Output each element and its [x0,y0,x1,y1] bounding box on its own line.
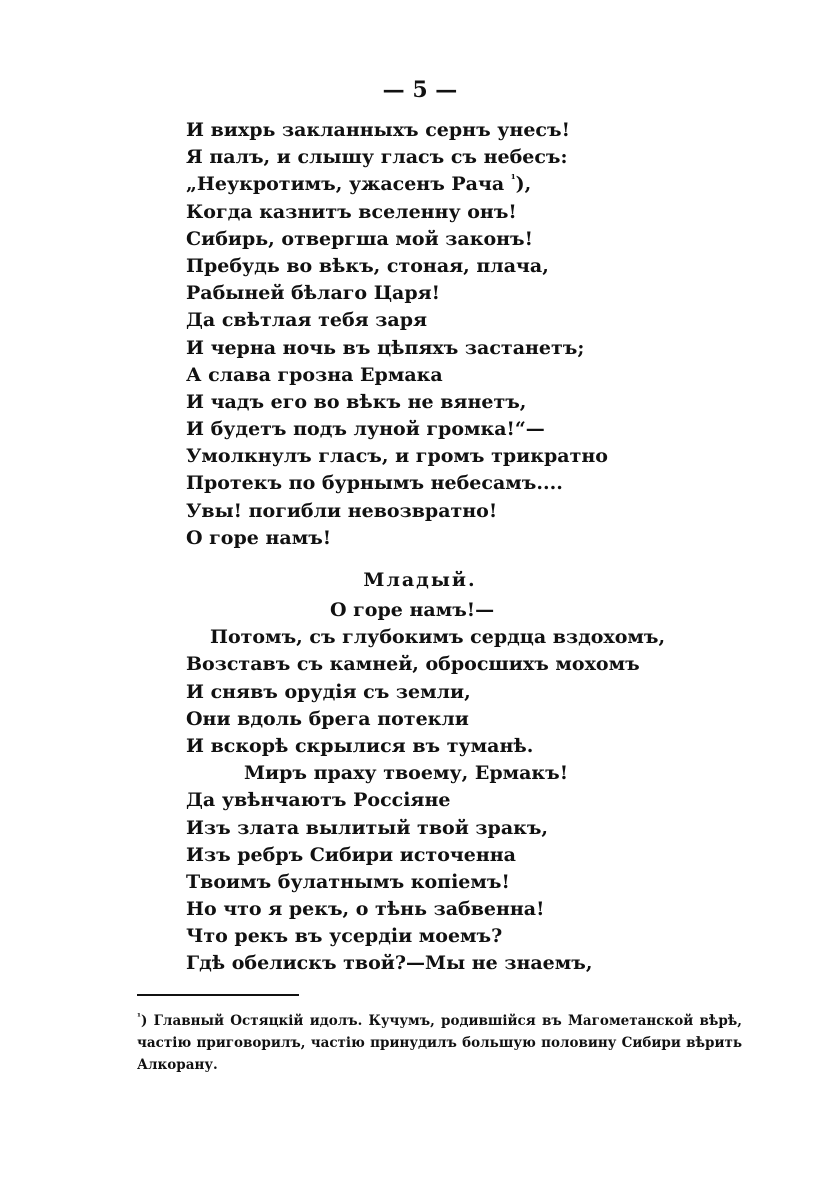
verse-line: И вскорѣ скрылися въ туманѣ. [186,734,534,757]
footnote-divider [137,994,299,996]
verse-line: Пребудь во вѣкъ, стоная, плача, [186,254,549,277]
verse-line: А слава грозна Ермака [186,363,443,386]
footnote-text: ) Главный Остяцкій идолъ. Кучумъ, родившійся въ Магометанской вѣрѣ, частію приговорилъ, частію принудилъ большую половину Сибири вѣрить Алкорану. [137,1013,742,1073]
verse-line: Да увѣнчаютъ Россіяне [186,789,451,812]
verse-line: Изъ ребръ Сибири источенна [186,843,516,866]
footnote-marker: ¹ [137,1012,141,1023]
verse-line: Но что я рекъ, о тѣнь забвенна! [186,898,545,921]
verse-line: И снявъ орудія съ земли, [186,680,471,703]
poem-stanza-2 [186,597,786,978]
footnote [137,1010,742,1076]
verse-tail: ), [515,173,532,196]
verse-line: Твоимъ булатнымъ копіемъ! [186,870,510,893]
verse-line: Рабыней бѣлаго Царя! [186,282,441,305]
verse-line: Возставъ съ камней, обросшихъ мохомъ [186,653,640,676]
verse-line: Потомъ, съ глубокимъ сердца вздохомъ, [210,626,666,649]
speaker-heading: Младый. [363,569,477,591]
verse-line: О горе намъ! [186,526,332,549]
verse-line: Изъ злата вылитый твой зракъ, [186,816,549,839]
verse-line: Да свѣтлая тебя заря [186,309,428,332]
verse-line: Сибирь, отвергша мой законъ! [186,227,533,250]
verse-line: И чадъ его во вѣкъ не вянетъ, [186,390,527,413]
verse-line: Увы! погибли невозвратно! [186,499,498,522]
verse-line: Что рекъ въ усердіи моемъ? [186,925,503,948]
verse-line: Гдѣ обелискъ твой?—Мы не знаемъ, [186,952,593,975]
verse-line: Я палъ, и слышу гласъ съ небесъ: [186,146,568,169]
footnote-ref: ¹ [510,173,516,187]
poem-stanza-1 [186,117,786,552]
verse-line: Протекъ по бурнымъ небесамъ.... [186,472,563,495]
verse-text: „Неукротимъ, ужасенъ Рача [186,173,505,196]
verse-line: Они вдоль брега потекли [186,707,469,730]
verse-line: Когда казнитъ вселенну онъ! [186,200,517,223]
verse-line: И черна ночь въ цѣпяхъ застанетъ; [186,336,585,359]
verse-line: Умолкнулъ гласъ, и громъ трикратно [186,445,608,468]
verse-line: О горе намъ!— [330,599,495,621]
verse-line: И вихрь закланныхъ сернъ унесъ! [186,119,570,141]
verse-line: И будетъ подъ луной громка!“— [186,418,545,441]
verse-line: Миръ праху твоему, Ермакъ! [244,762,569,785]
page-number: — 5 — [382,77,458,103]
verse-line [186,171,786,198]
